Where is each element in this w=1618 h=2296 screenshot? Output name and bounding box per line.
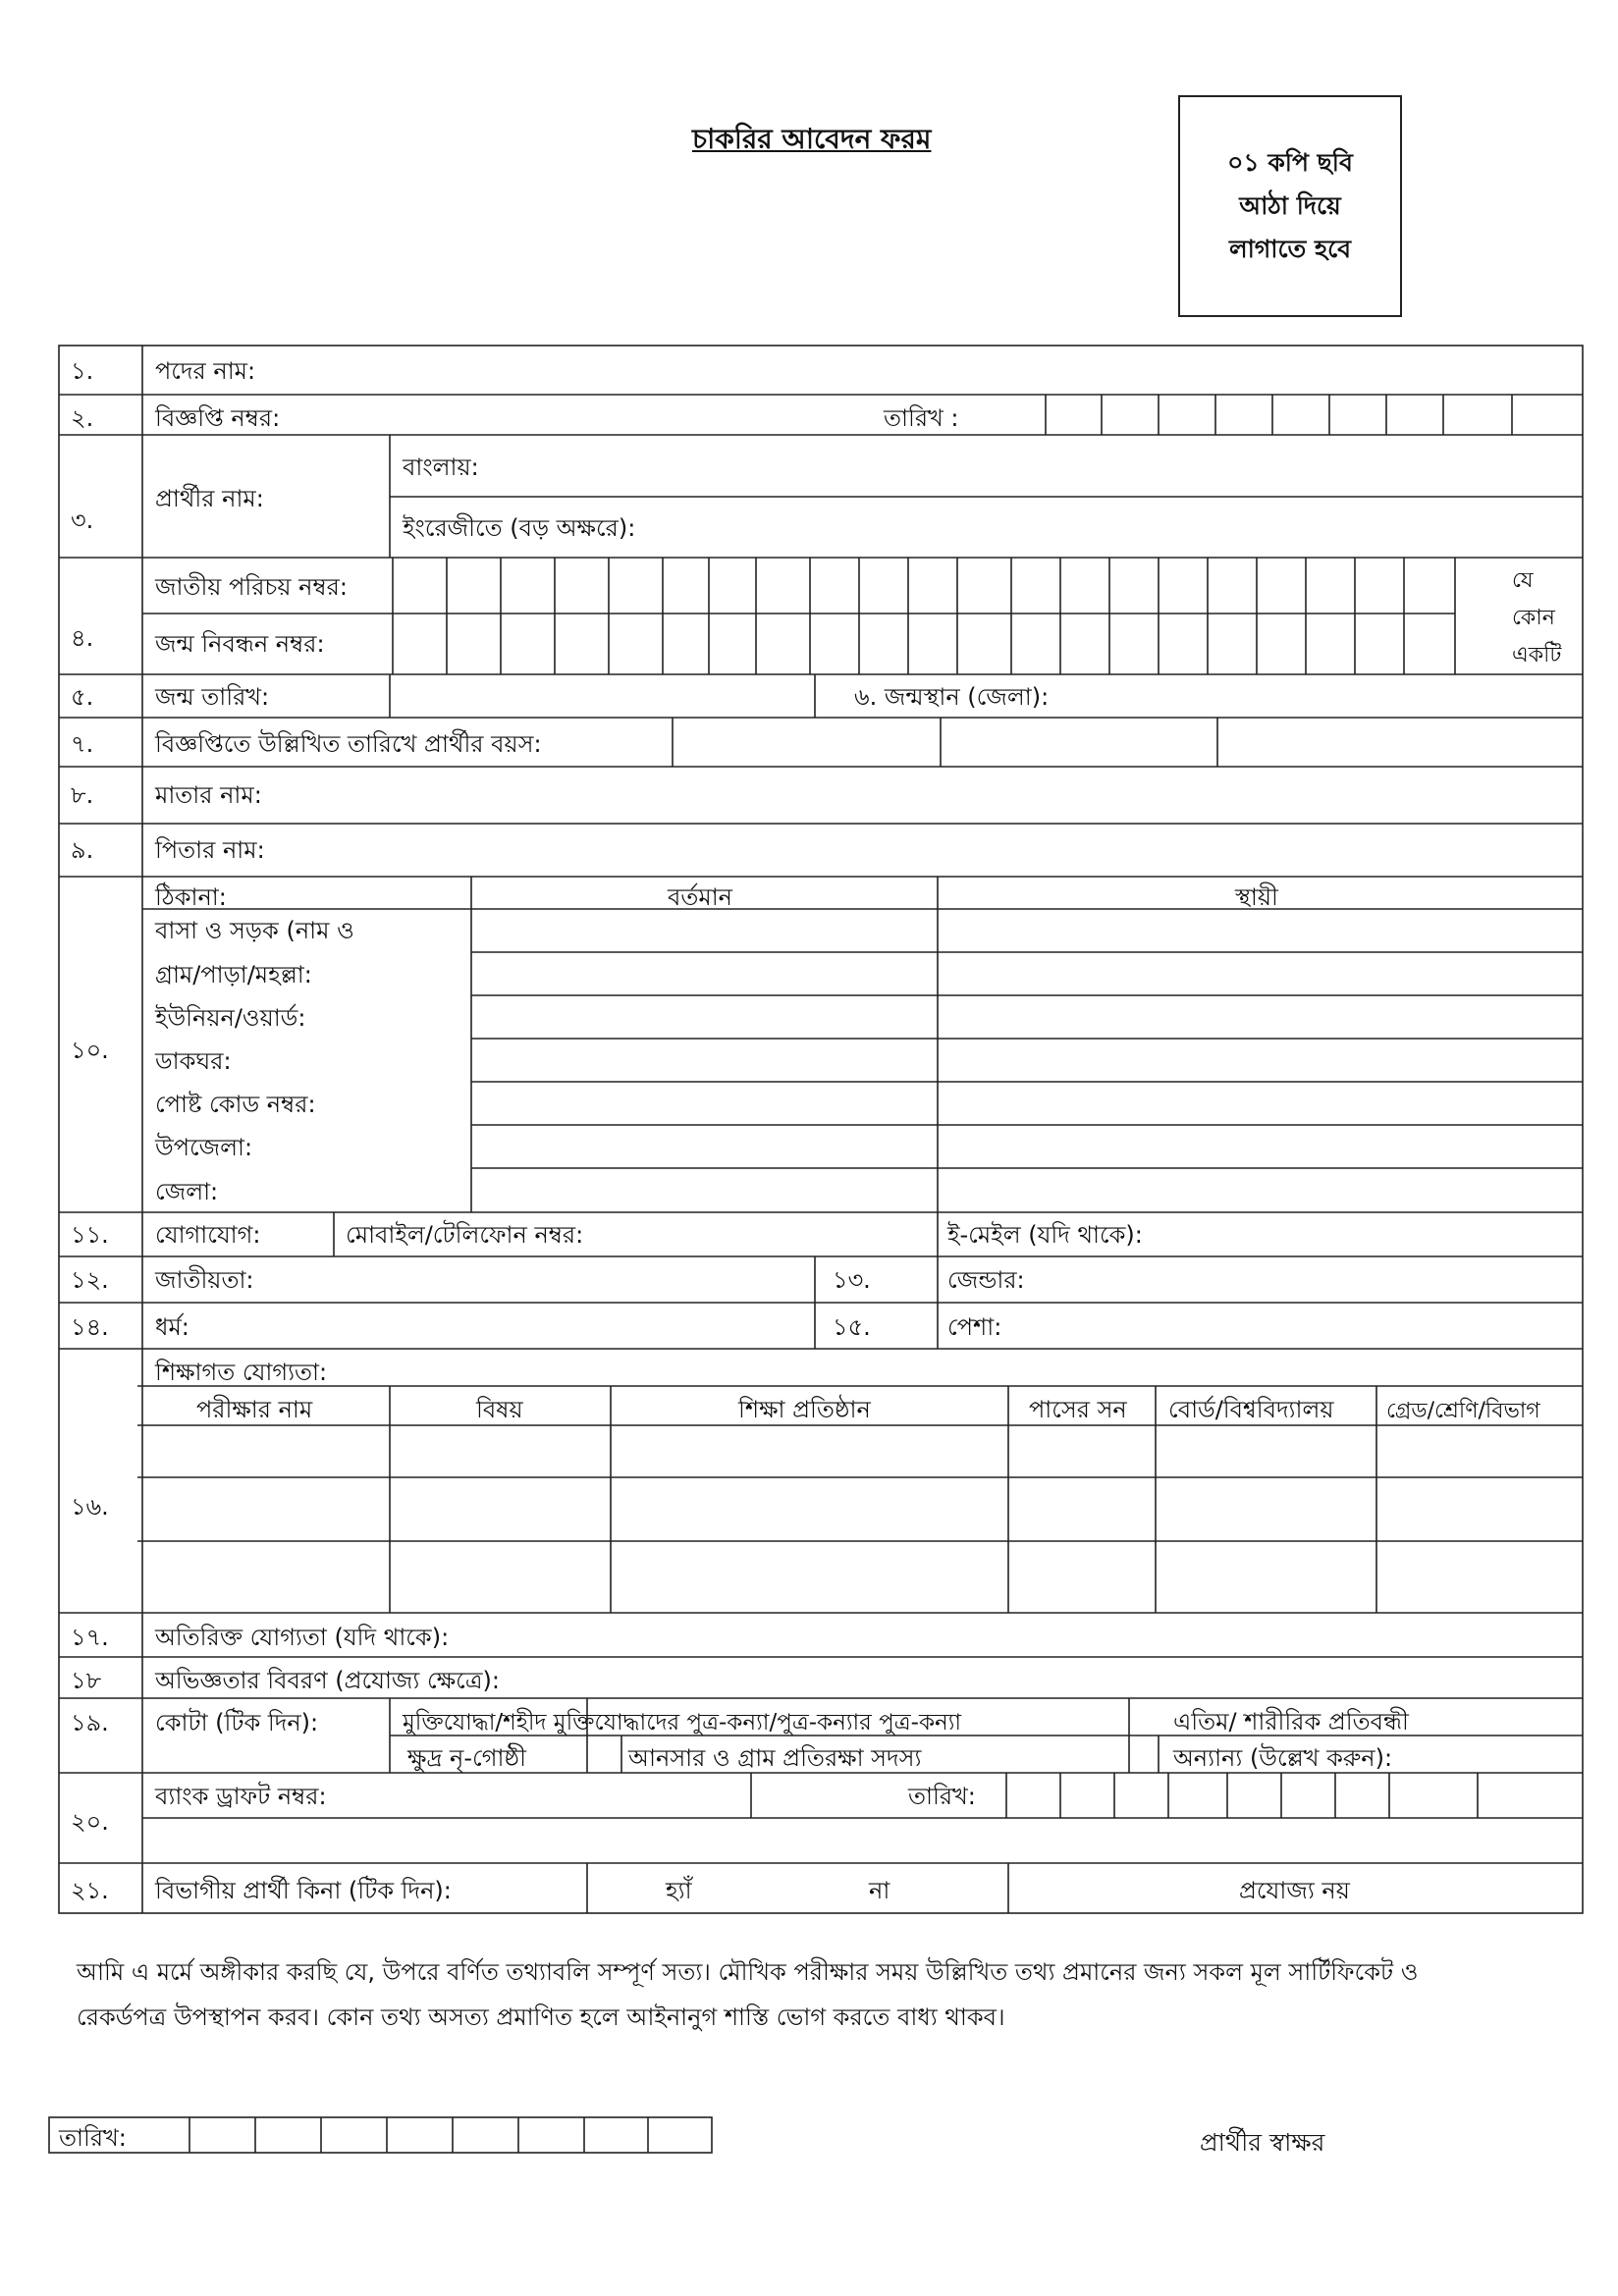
edu-header-grade: গ্রেড/শ্রেণি/বিভাগ	[1386, 1399, 1540, 1423]
age-label: বিজ্ঞপ্তিতে উল্লিখিত তারিখে প্রার্থীর বয়স:	[155, 730, 542, 758]
form-title: চাকরির আবেদন ফরম	[692, 123, 932, 155]
row-number: ১৬.	[71, 1493, 109, 1521]
address-field-label: বাসা ও সড়ক (নাম ও	[155, 917, 354, 944]
edu-header-subject: বিষয়	[476, 1396, 523, 1423]
birth-reg-label: জন্ম নিবন্ধন নম্বর:	[155, 630, 325, 658]
row-number: ৭.	[71, 730, 94, 758]
row-number: ১৭.	[71, 1624, 109, 1651]
address-label: ঠিকানা:	[155, 883, 227, 911]
contact-label: যোগাযোগ:	[155, 1221, 261, 1249]
row-number: ১৮	[71, 1667, 102, 1694]
applicant-name-label: প্রার্থীর নাম:	[155, 485, 264, 512]
address-field-label: পোষ্ট কোড নম্বর:	[155, 1091, 316, 1118]
mobile-label: মোবাইল/টেলিফোন নম্বর:	[346, 1221, 584, 1249]
photo-box-line: লাগাতে হবে	[1228, 235, 1352, 263]
declaration-text: আমি এ মর্মে অঙ্গীকার করছি যে, উপরে বর্ণিত তথ্যাবলি সম্পূর্ণ সত্য। মৌখিক পরীক্ষার সময় উল্লিখিত তথ্য প্রমানের জন্য সকল মূল সার্টিফিকেট ও রেকর্ডপত্র উপস্থাপন করব। কোন তথ্য অসত্য প্রমাণিত হলে আইনানুগ শাস্তি ভোগ করতে বাধ্য থাকব।	[77, 1958, 1419, 2031]
address-field-label: ইউনিয়ন/ওয়ার্ড:	[155, 1004, 306, 1032]
address-field-label: ডাকঘর:	[155, 1047, 232, 1075]
religion-label: ধর্ম:	[155, 1313, 189, 1341]
row-number: ১৫.	[833, 1313, 871, 1341]
bottom-date-label: তারিখ:	[59, 2124, 127, 2152]
quota-label: কোটা (টিক দিন):	[155, 1709, 319, 1736]
address-field-label: জেলা:	[155, 1178, 219, 1205]
gender-label: জেন্ডার:	[947, 1266, 1025, 1294]
edu-header-board: বোর্ড/বিশ্ববিদ্যালয়	[1168, 1396, 1334, 1423]
row-number: ৪.	[71, 624, 94, 652]
quota-other[interactable]: অন্যান্য (উল্লেখ করুন):	[1173, 1744, 1393, 1772]
row-number: ২১.	[71, 1877, 109, 1904]
bank-draft-date-label: তারিখ:	[908, 1783, 976, 1810]
name-bangla-label: বাংলায়:	[403, 454, 479, 481]
option-yes[interactable]: হ্যাঁ	[666, 1877, 692, 1904]
birth-place-label: ৬. জন্মস্থান (জেলা):	[854, 683, 1050, 711]
row-number: ২০.	[71, 1808, 109, 1836]
row-number: ১৯.	[71, 1709, 109, 1736]
permanent-address-header: স্থায়ী	[1235, 883, 1278, 911]
email-label: ই-মেইল (যদি থাকে):	[947, 1221, 1143, 1249]
photo-box-line: ০১ কপি ছবি	[1227, 148, 1353, 177]
row-number: ১৩.	[833, 1266, 871, 1294]
occupation-label: পেশা:	[947, 1313, 1002, 1341]
circular-date-label: তারিখ :	[884, 404, 959, 432]
present-address-header: বর্তমান	[668, 883, 732, 911]
extra-qualification-label: অতিরিক্ত যোগ্যতা (যদি থাকে):	[155, 1624, 450, 1651]
row-number: ৯.	[71, 836, 94, 864]
edu-header-year: পাসের সন	[1029, 1396, 1127, 1423]
bank-draft-label: ব্যাংক ড্রাফট নম্বর:	[155, 1783, 327, 1810]
option-no[interactable]: না	[869, 1877, 890, 1904]
photo-box-line: আঠা দিয়ে	[1239, 191, 1341, 220]
address-field-label: উপজেলা:	[155, 1134, 253, 1161]
option-not-applicable[interactable]: প্রযোজ্য নয়	[1239, 1877, 1350, 1904]
circular-number-label: বিজ্ঞপ্তি নম্বর:	[155, 404, 281, 432]
departmental-candidate-label: বিভাগীয় প্রার্থী কিনা (টিক দিন):	[155, 1877, 452, 1904]
quota-ansar-vdp[interactable]: আনসার ও গ্রাম প্রতিরক্ষা সদস্য	[628, 1744, 922, 1772]
quota-orphan-disabled[interactable]: এতিম/ শারীরিক প্রতিবন্ধী	[1173, 1708, 1409, 1735]
edu-header-exam: পরীক্ষার নাম	[196, 1396, 313, 1423]
row-number: ৮.	[71, 781, 94, 809]
row-number: ২.	[71, 404, 94, 432]
row-number: ১২.	[71, 1266, 109, 1294]
either-one-note: একটি	[1512, 643, 1562, 667]
education-label: শিক্ষাগত যোগ্যতা:	[155, 1359, 328, 1386]
row-number: ১৪.	[71, 1313, 109, 1341]
row-number: ১.	[71, 357, 94, 385]
quota-ethnic-minority[interactable]: ক্ষুদ্র নৃ-গোষ্ঠী	[407, 1744, 526, 1772]
nid-label: জাতীয় পরিচয় নম্বর:	[155, 573, 348, 601]
row-number: ১০.	[71, 1037, 109, 1064]
experience-label: অভিজ্ঞতার বিবরণ (প্রযোজ্য ক্ষেত্রে):	[155, 1667, 500, 1694]
either-one-note: যে	[1512, 568, 1534, 593]
mother-name-label: মাতার নাম:	[155, 781, 262, 809]
either-one-note: কোন	[1512, 606, 1555, 630]
father-name-label: পিতার নাম:	[155, 836, 265, 864]
row-number: ১১.	[71, 1221, 109, 1249]
post-name-label: পদের নাম:	[155, 357, 256, 385]
row-number: ৫.	[71, 683, 94, 711]
nationality-label: জাতীয়তা:	[155, 1266, 254, 1294]
edu-header-institution: শিক্ষা প্রতিষ্ঠান	[738, 1396, 871, 1423]
birth-date-label: জন্ম তারিখ:	[155, 683, 270, 711]
row-number: ৩.	[71, 507, 94, 534]
address-field-label: গ্রাম/পাড়া/মহল্লা:	[155, 961, 312, 988]
name-english-label: ইংরেজীতে (বড় অক্ষরে):	[403, 514, 636, 542]
signature-label: প্রার্থীর স্বাক্ষর	[1200, 2128, 1325, 2157]
quota-freedom-fighter[interactable]: মুক্তিযোদ্ধা/শহীদ মুক্তিযোদ্ধাদের পুত্র-কন্যা/পুত্র-কন্যার পুত্র-কন্যা	[403, 1710, 962, 1735]
